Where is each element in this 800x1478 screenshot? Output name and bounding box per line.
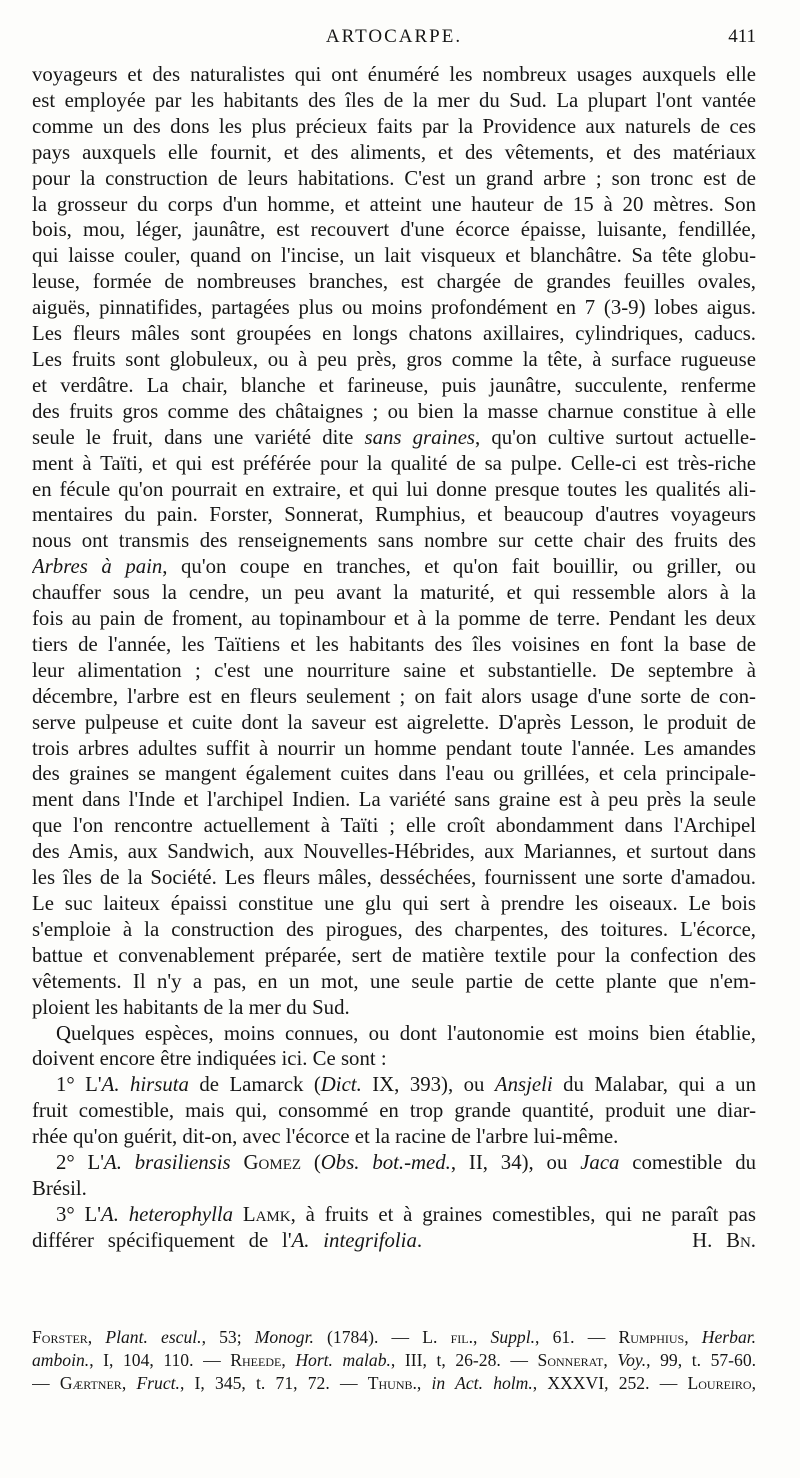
- text-segment: ,: [281, 1350, 296, 1370]
- reference-title: amboin.: [32, 1350, 90, 1370]
- text-segment: ,: [684, 1327, 702, 1347]
- text-segment: , qu'on coupe en tranches, et qu'on fait bouillir, ou griller, ou: [162, 555, 756, 579]
- text-line: [32, 1150, 756, 1176]
- text-line: vêtements. Il n'y a pas, en un mot, une seule partie de cette plante que n'em-: [32, 969, 756, 993]
- species-item-3: [32, 1202, 756, 1254]
- bibliography: [32, 1326, 756, 1395]
- text-segment: ,: [472, 1327, 491, 1347]
- text-segment: , qu'on cultive surtout actuelle-: [475, 425, 756, 449]
- reference-title: Voy.: [617, 1350, 647, 1370]
- author-name: Lamk: [242, 1202, 291, 1226]
- reference-line: [32, 1372, 756, 1395]
- text-segment: , 53;: [201, 1327, 255, 1347]
- text-line: doivent encore être indiquées ici. Ce sont :: [32, 1047, 387, 1071]
- text-line: aiguës, pinnatifides, partagées plus ou moins profondément en 7 (3-9) lobes aigus.: [32, 296, 756, 320]
- running-header: [32, 26, 756, 54]
- item-number: 2° L': [56, 1151, 104, 1175]
- text-line: des graines se mangent également cuites dans l'eau ou grillées, et cela principale-: [32, 762, 756, 786]
- author-name: Forster: [32, 1327, 88, 1347]
- text-line: Les fleurs mâles sont groupées en longs chatons axillaires, cylindriques, caducs.: [32, 322, 756, 346]
- italic-term: sans graines: [364, 425, 476, 449]
- reference-title: Suppl.: [490, 1327, 536, 1347]
- text-line: tiers de l'année, les Taïtiens et les habitants des îles voisines en font la base de: [32, 632, 756, 656]
- text-line: s'emploie à la construction des pirogues, des charpentes, des toitures. L'écorce,: [32, 917, 756, 941]
- text-line: ploient les habitants de la mer du Sud.: [32, 995, 350, 1019]
- reference-line: [32, 1349, 756, 1372]
- text-segment: ,: [603, 1350, 618, 1370]
- text-line: ment dans l'Inde et l'archipel Indien. La variété sans graine est à peu près la seule: [32, 788, 756, 812]
- text-line: rhée qu'on guérit, dit-on, avec l'écorce et la racine de l'arbre lui-même.: [32, 1125, 619, 1149]
- text-segment: ,: [121, 1373, 137, 1393]
- reference-title: Hort. malab.: [295, 1350, 391, 1370]
- text-line: fois au pain de froment, au topinambour et à la pomme de terre. Pendant les deux: [32, 607, 756, 631]
- text-line: trois arbres adultes suffit à nourrir un homme pendant toute l'année. Les amandes: [32, 736, 756, 760]
- text-segment: , I, 345, t. 71, 72. —: [179, 1373, 368, 1393]
- text-line: [32, 1072, 756, 1098]
- text-line: chauffer sous la cendre, un peu avant la maturité, et qui ressemble alors à la: [32, 581, 756, 605]
- text-line: que l'on rencontre actuellement à Taïti ; elle croît abondamment dans l'Archipel: [32, 814, 756, 838]
- text-segment: (: [301, 1151, 321, 1175]
- italic-term: Arbres à pain: [32, 555, 163, 579]
- text-segment: du Malabar, qui a un: [552, 1073, 756, 1097]
- species-item-2: [32, 1150, 756, 1202]
- text-line: Brésil.: [32, 1176, 87, 1200]
- text-line: [32, 425, 756, 451]
- text-line: ment à Taïti, et qui est préférée pour la qualité de sa pulpe. Celle-ci est très-riche: [32, 451, 756, 475]
- reference-title: Dict.: [320, 1073, 362, 1097]
- author-name: fil.: [450, 1327, 473, 1347]
- text-line: [32, 1202, 756, 1228]
- text-line: Les fruits sont globuleux, ou à peu près, gros comme la tête, à surface rugueuse: [32, 347, 756, 371]
- text-line: leuse, formée de nombreuses branches, est chargée de grandes feuilles ovales,: [32, 270, 756, 294]
- text-segment: , 61. —: [535, 1327, 619, 1347]
- text-line: qui laisse couler, quand on l'incise, un lait visqueux et blanchâtre. Sa tête globu-: [32, 244, 756, 268]
- reference-line: [32, 1326, 756, 1349]
- paragraph-species-intro: [32, 1021, 756, 1073]
- author-name: Thunb.: [367, 1373, 417, 1393]
- text-line: nous ont transmis des renseignements sans nombre sur cette chair des fruits des: [32, 529, 756, 553]
- vernacular-name: Jaca: [580, 1151, 620, 1175]
- running-title: ARTOCARPE.: [325, 26, 463, 47]
- text-line: des Amis, aux Sandwich, aux Nouvelles-Hébrides, aux Mariannes, et surtout dans: [32, 840, 756, 864]
- species-name: A. brasiliensis: [104, 1151, 231, 1175]
- text-line: des fruits gros comme des châtaignes ; ou bien la masse charnue constitue à elle: [32, 399, 756, 423]
- reference-title: Obs. bot.-med.: [320, 1151, 451, 1175]
- author-name: Loureiro: [687, 1373, 752, 1393]
- vernacular-name: Ansjeli: [494, 1073, 553, 1097]
- text-line: pour la construction de leurs habitations. C'est un grand arbre ; son tronc est de: [32, 166, 756, 190]
- reference-title: Plant. escul.: [105, 1327, 202, 1347]
- text-line: Le suc laiteux épaissi constitue une glu qui sert à prendre les oiseaux. Le bois: [32, 892, 756, 915]
- text-line: [32, 1228, 756, 1254]
- reference-title: in Act. holm.: [431, 1373, 533, 1393]
- text-segment: ,: [416, 1373, 432, 1393]
- author-signature: H. Bn.: [692, 1228, 756, 1252]
- text-segment: —: [32, 1373, 60, 1393]
- species-item-1: [32, 1072, 756, 1150]
- text-segment: , à fruits et à graines comestibles, qui ne paraît pas: [290, 1202, 756, 1226]
- text-line: comme un des dons les plus précieux faits par la Providence aux naturels de ces: [32, 114, 756, 138]
- author-name: Gomez: [243, 1151, 302, 1175]
- text-segment: IX, 393), ou: [361, 1073, 495, 1097]
- item-number: 1° L': [56, 1073, 102, 1097]
- author-name: Sonnerat: [537, 1350, 604, 1370]
- reference-title: Fruct.: [136, 1373, 180, 1393]
- text-line: bois, mou, léger, jaunâtre, est recouvert d'une écorce épaisse, luisante, fendillée,: [32, 218, 756, 242]
- reference-title: Herbar.: [701, 1327, 756, 1347]
- text-segment: , III, t, 26-28. —: [390, 1350, 538, 1370]
- text-segment: , 99, t. 57-60.: [646, 1350, 756, 1370]
- text-segment: (1784). — L.: [313, 1327, 451, 1347]
- text-line: serve pulpeuse et cuite dont la saveur est aigrelette. D'après Lesson, le produit de: [32, 710, 756, 734]
- text-line: décembre, l'arbre est en fleurs seulement ; on fait alors usage d'une sorte de con-: [32, 684, 756, 708]
- text-line: les îles de la Société. Les fleurs mâles, desséchées, fournissent une sorte d'amadou.: [32, 866, 756, 890]
- text-segment: .: [416, 1228, 423, 1252]
- author-name: Rheede: [230, 1350, 282, 1370]
- text-segment: , II, 34), ou: [450, 1151, 581, 1175]
- text-line: Quelques espèces, moins connues, ou dont l'autonomie est moins bien établie,: [56, 1021, 756, 1045]
- text-segment: de Lamarck (: [188, 1073, 321, 1097]
- text-segment: différer spécifiquement de l': [32, 1228, 292, 1252]
- item-number: 3° L': [56, 1202, 101, 1226]
- text-line: pays auxquels elle fournit, et des aliments, et des vêtements, et des matériaux: [32, 140, 756, 164]
- text-line: est employée par les habitants des îles de la mer du Sud. La plupart l'ont vantée: [32, 88, 756, 112]
- text-line: mentaires du pain. Forster, Sonnerat, Rumphius, et beaucoup d'autres voyageurs: [32, 503, 756, 527]
- main-text: [32, 62, 756, 1254]
- text-line: leur alimentation ; c'est une nourriture saine et substantielle. De septembre à: [32, 658, 756, 682]
- reference-title: Monogr.: [254, 1327, 314, 1347]
- text-segment: ,: [87, 1327, 106, 1347]
- text-line: battue et convenablement préparée, sert de matière textile pour la confection des: [32, 943, 756, 967]
- paragraph-main: [32, 62, 756, 1021]
- text-line: voyageurs et des naturalistes qui ont énuméré les nombreux usages auxquels elle: [32, 63, 756, 86]
- species-name: A. integrifolia: [291, 1228, 417, 1252]
- page-number: 411: [728, 26, 756, 47]
- text-line: [32, 554, 756, 580]
- text-line: en fécule qu'on pourrait en extraire, et qui lui donne presque toutes les qualités ali-: [32, 477, 756, 501]
- text-line: et verdâtre. La chair, blanche et farineuse, puis jaunâtre, succulente, renferme: [32, 373, 756, 397]
- text-segment: seule le fruit, dans une variété dite: [32, 425, 365, 449]
- text-segment: , XXXVI, 252. —: [532, 1373, 688, 1393]
- author-name: Rumphius: [618, 1327, 685, 1347]
- text-line: fruit comestible, mais qui, consommé en trop grande quantité, produit une diar-: [32, 1099, 756, 1123]
- text-segment: comestible du: [619, 1151, 756, 1175]
- text-line: la grosseur du corps d'un homme, et atteint une hauteur de 15 à 20 mètres. Son: [32, 192, 756, 216]
- text-segment: ,: [751, 1373, 756, 1393]
- species-name: A. heterophylla: [100, 1202, 234, 1226]
- author-name: Gærtner: [59, 1373, 122, 1393]
- text-segment: , I, 104, 110. —: [89, 1350, 231, 1370]
- species-name: A. hirsuta: [101, 1073, 189, 1097]
